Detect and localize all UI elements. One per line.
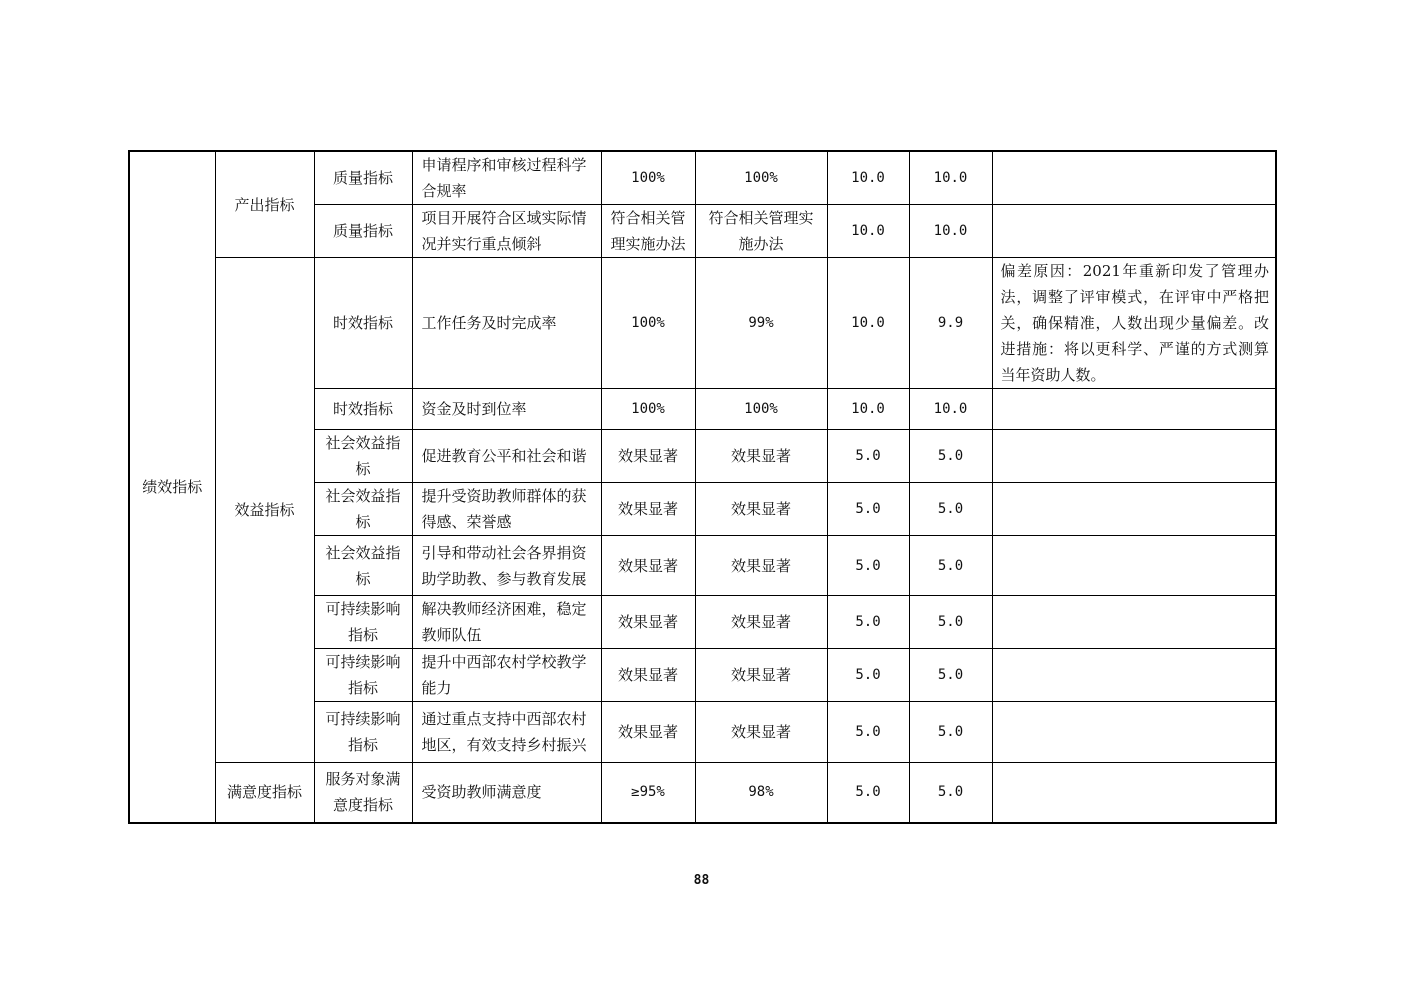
- level3-cell: 可持续影响指标: [314, 649, 412, 702]
- performance-indicator-table: [128, 150, 1277, 824]
- score-cell: 9.9: [909, 258, 992, 389]
- weight-cell: 10.0: [827, 258, 909, 389]
- actual-cell: 效果显著: [695, 596, 827, 649]
- level3-cell: 可持续影响指标: [314, 702, 412, 763]
- actual-cell: 98%: [695, 763, 827, 823]
- score-cell: 5.0: [909, 596, 992, 649]
- indicator-cell: 促进教育公平和社会和谐: [412, 430, 601, 483]
- weight-cell: 5.0: [827, 763, 909, 823]
- level3-cell: 时效指标: [314, 258, 412, 389]
- level3-cell: 服务对象满意度指标: [314, 763, 412, 823]
- actual-cell: 100%: [695, 389, 827, 430]
- indicator-cell: 资金及时到位率: [412, 389, 601, 430]
- indicator-cell: 解决教师经济困难，稳定教师队伍: [412, 596, 601, 649]
- weight-cell: 5.0: [827, 596, 909, 649]
- weight-cell: 10.0: [827, 389, 909, 430]
- note-cell: [992, 763, 1276, 823]
- target-cell: 100%: [601, 258, 695, 389]
- weight-cell: 10.0: [827, 151, 909, 205]
- indicator-cell: 提升中西部农村学校教学能力: [412, 649, 601, 702]
- level3-cell: 可持续影响指标: [314, 596, 412, 649]
- actual-cell: 效果显著: [695, 430, 827, 483]
- target-cell: 效果显著: [601, 430, 695, 483]
- score-cell: 10.0: [909, 205, 992, 258]
- indicator-cell: 项目开展符合区域实际情况并实行重点倾斜: [412, 205, 601, 258]
- note-cell: [992, 389, 1276, 430]
- note-cell: [992, 430, 1276, 483]
- score-cell: 5.0: [909, 430, 992, 483]
- level3-cell: 时效指标: [314, 389, 412, 430]
- target-cell: 100%: [601, 389, 695, 430]
- score-cell: 5.0: [909, 536, 992, 596]
- weight-cell: 5.0: [827, 536, 909, 596]
- actual-cell: 效果显著: [695, 702, 827, 763]
- weight-cell: 5.0: [827, 649, 909, 702]
- deviation-note-cell: 偏差原因：2021年重新印发了管理办法，调整了评审模式，在评审中严格把关，确保精准，人数出现少量偏差。改进措施：将以更科学、严谨的方式测算当年资助人数。: [992, 258, 1276, 389]
- actual-cell: 99%: [695, 258, 827, 389]
- score-cell: 5.0: [909, 702, 992, 763]
- actual-cell: 效果显著: [695, 483, 827, 536]
- actual-cell: 100%: [695, 151, 827, 205]
- actual-cell: 效果显著: [695, 536, 827, 596]
- table-row: [129, 258, 1276, 389]
- score-cell: 5.0: [909, 483, 992, 536]
- level3-cell: 社会效益指标: [314, 536, 412, 596]
- indicator-cell: 工作任务及时完成率: [412, 258, 601, 389]
- table-row: [129, 151, 1276, 205]
- target-cell: 符合相关管理实施办法: [601, 205, 695, 258]
- score-cell: 10.0: [909, 389, 992, 430]
- group-benefit-cell: 效益指标: [215, 258, 314, 763]
- target-cell: 效果显著: [601, 536, 695, 596]
- target-cell: 效果显著: [601, 649, 695, 702]
- weight-cell: 10.0: [827, 205, 909, 258]
- group-output-cell: 产出指标: [215, 151, 314, 258]
- weight-cell: 5.0: [827, 430, 909, 483]
- note-cell: [992, 205, 1276, 258]
- note-cell: [992, 596, 1276, 649]
- note-cell: [992, 649, 1276, 702]
- level1-cell: 绩效指标: [129, 151, 215, 823]
- weight-cell: 5.0: [827, 483, 909, 536]
- target-cell: 效果显著: [601, 702, 695, 763]
- note-cell: [992, 483, 1276, 536]
- indicator-cell: 申请程序和审核过程科学合规率: [412, 151, 601, 205]
- target-cell: 100%: [601, 151, 695, 205]
- indicator-cell: 受资助教师满意度: [412, 763, 601, 823]
- note-cell: [992, 536, 1276, 596]
- level3-cell: 社会效益指标: [314, 430, 412, 483]
- target-cell: 效果显著: [601, 596, 695, 649]
- table-row: [129, 763, 1276, 823]
- level3-cell: 质量指标: [314, 151, 412, 205]
- actual-cell: 符合相关管理实施办法: [695, 205, 827, 258]
- target-cell: 效果显著: [601, 483, 695, 536]
- indicator-cell: 通过重点支持中西部农村地区，有效支持乡村振兴: [412, 702, 601, 763]
- level3-cell: 社会效益指标: [314, 483, 412, 536]
- actual-cell: 效果显著: [695, 649, 827, 702]
- score-cell: 5.0: [909, 649, 992, 702]
- level3-cell: 质量指标: [314, 205, 412, 258]
- indicator-cell: 提升受资助教师群体的获得感、荣誉感: [412, 483, 601, 536]
- note-cell: [992, 151, 1276, 205]
- group-satisfaction-cell: 满意度指标: [215, 763, 314, 823]
- indicator-cell: 引导和带动社会各界捐资助学助教、参与教育发展: [412, 536, 601, 596]
- target-cell: ≥95%: [601, 763, 695, 823]
- score-cell: 10.0: [909, 151, 992, 205]
- note-cell: [992, 702, 1276, 763]
- score-cell: 5.0: [909, 763, 992, 823]
- weight-cell: 5.0: [827, 702, 909, 763]
- page-number: 88: [693, 873, 710, 888]
